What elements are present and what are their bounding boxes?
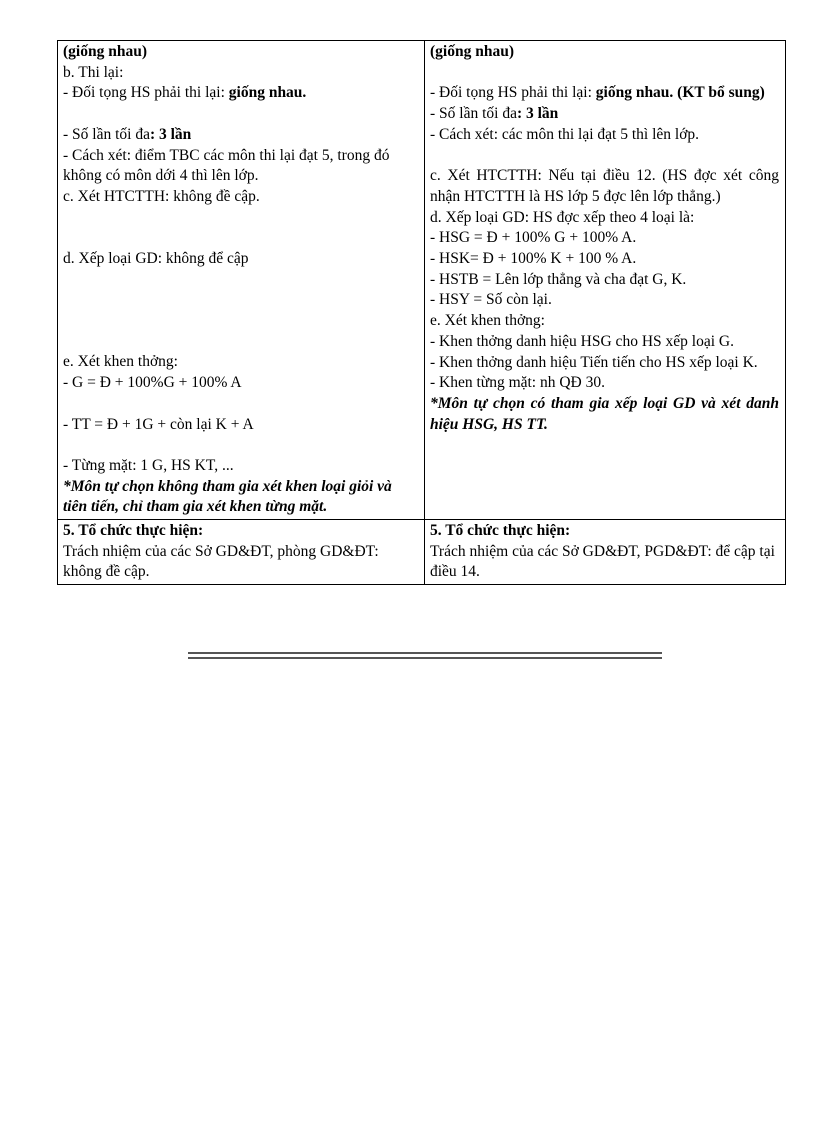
left-khen-g: - G = Đ + 100%G + 100% A — [63, 374, 242, 392]
left-so-lan: - Số lần tối đa: 3 lần — [63, 125, 192, 143]
right-cell-implementation — [425, 520, 786, 585]
right-khen-title: e. Xét khen thởng: — [430, 312, 545, 330]
right-impl-body: Trách nhiệm của các Sở GD&ĐT, PGD&ĐT: để cập tại điều 14. — [430, 542, 775, 581]
right-khen-hsg: - Khen thởng danh hiệu HSG cho HS xếp loại G. — [430, 332, 734, 350]
left-b-title: b. Thi lại: — [63, 63, 124, 81]
left-cell-assessment — [58, 41, 425, 520]
left-khen-tt: - TT = Đ + 1G + còn lại K + A — [63, 415, 254, 433]
right-hsk: - HSK= Đ + 100% K + 100 % A. — [430, 250, 637, 267]
right-note: *Môn tự chọn có tham gia xếp loại GD và xét danh hiệu HSG, HS TT. — [430, 394, 779, 433]
double-line-divider — [188, 652, 662, 654]
right-hsg: - HSG = Đ + 100% G + 100% A. — [430, 229, 637, 247]
right-cach-xet: - Cách xét: các môn thi lại đạt 5 thì lên lớp. — [430, 125, 700, 143]
right-hsy: - HSY = Số còn lại. — [430, 291, 552, 309]
right-htcth: c. Xét HTCTTH: Nếu tại điều 12. (HS đợc xét công nhận HTCTTH là HS lớp 5 đợc lên lớp thẳng.) — [430, 167, 779, 205]
left-cell-implementation — [58, 520, 425, 585]
right-heading: (giống nhau) — [430, 43, 514, 60]
left-impl-body: Trách nhiệm của các Sở GD&ĐT, phòng GD&ĐT: không đề cập. — [63, 542, 379, 581]
table-row-implementation — [58, 520, 786, 585]
right-impl-title: 5. Tổ chức thực hiện: — [430, 522, 571, 540]
right-hstb: - HSTB = Lên lớp thẳng và cha đạt G, K. — [430, 270, 687, 288]
left-note: *Môn tự chọn không tham gia xét khen loại giỏi và tiên tiến, chỉ tham gia xét khen từng mặt. — [63, 477, 392, 516]
right-tung-mat: - Khen từng mặt: nh QĐ 30. — [430, 374, 606, 392]
right-xep-loai: d. Xếp loại GD: HS đợc xếp theo 4 loại là: — [430, 208, 695, 226]
right-so-lan: - Số lần tối đa: 3 lần — [430, 105, 559, 123]
left-htcth: c. Xét HTCTTH: không đề cập. — [63, 187, 260, 205]
left-doi-tuong: - Đối tọng HS phải thi lại: giống nhau. — [63, 84, 307, 102]
right-khen-tt: - Khen thởng danh hiệu Tiến tiến cho HS xếp loại K. — [430, 353, 758, 371]
left-impl-title: 5. Tổ chức thực hiện: — [63, 522, 204, 540]
left-heading: (giống nhau) — [63, 43, 147, 60]
right-doi-tuong: - Đối tọng HS phải thi lại: giống nhau. (KT bổ sung) — [430, 84, 765, 102]
left-tung-mat: - Từng mặt: 1 G, HS KT, ... — [63, 456, 234, 474]
comparison-table — [57, 40, 786, 585]
left-xep-loai: d. Xếp loại GD: không để cập — [63, 249, 249, 267]
right-cell-assessment — [425, 41, 786, 520]
left-khen-title: e. Xét khen thởng: — [63, 353, 178, 371]
left-cach-xet: - Cách xét: điểm TBC các môn thi lại đạt 5, trong đó không có môn dới 4 thì lên lớp. — [63, 146, 390, 185]
table-row-assessment — [58, 41, 786, 520]
